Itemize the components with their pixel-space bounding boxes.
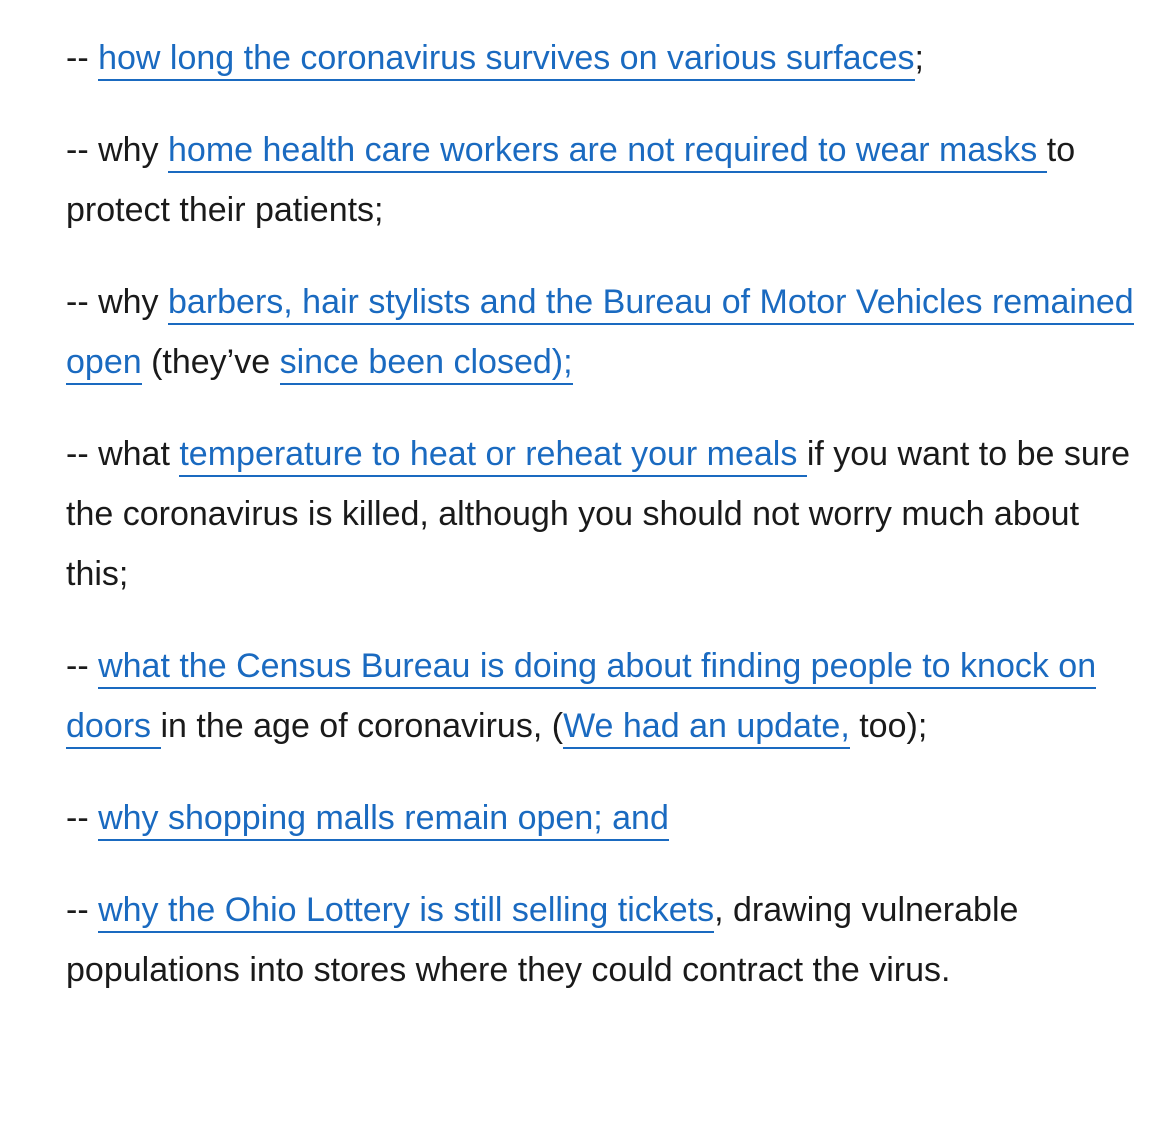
text-span: in the age of coronavirus, ( [160,707,564,745]
list-item-3 [66,424,1146,604]
link-home-health-masks[interactable]: home health care workers are not required to wear masks [168,131,1047,173]
text-span: -- [66,647,99,685]
text-span: -- what [66,435,180,473]
link-census-update[interactable]: We had an update, [563,707,850,749]
text-span: -- [66,39,99,77]
text-span: ; [914,39,924,77]
link-barbers-bmv-open[interactable]: barbers, hair stylists and the Bureau of Motor Vehicles remained open [66,283,1134,385]
text-span: (they’ve [141,343,280,381]
article-body [66,28,1146,1000]
link-since-closed[interactable]: since been closed); [280,343,573,385]
link-ohio-lottery[interactable]: why the Ohio Lottery is still selling tickets [98,891,714,933]
text-span: -- [66,891,99,929]
list-item-2 [66,272,1146,392]
text-span: too); [849,707,928,745]
text-span: -- [66,799,99,837]
link-coronavirus-surfaces[interactable]: how long the coronavirus survives on various surfaces [98,39,914,81]
list-item-6 [66,880,1146,1000]
link-reheat-meals[interactable]: temperature to heat or reheat your meals [179,435,806,477]
link-shopping-malls[interactable]: why shopping malls remain open; and [98,799,669,841]
list-item-5 [66,788,1146,848]
text-span: to protect their patients; [66,131,1076,229]
text-span: if you want to be sure the coronavirus is killed, although you should not worry much about this; [66,435,1130,593]
list-item-4 [66,636,1146,756]
text-span: -- why [66,283,168,321]
link-census-bureau[interactable]: what the Census Bureau is doing about finding people to knock on doors [66,647,1096,749]
text-span: -- why [66,131,168,169]
text-span: , drawing vulnerable populations into stores where they could contract the virus. [66,891,1019,989]
list-item-1 [66,120,1146,240]
list-item-0 [66,28,1146,88]
